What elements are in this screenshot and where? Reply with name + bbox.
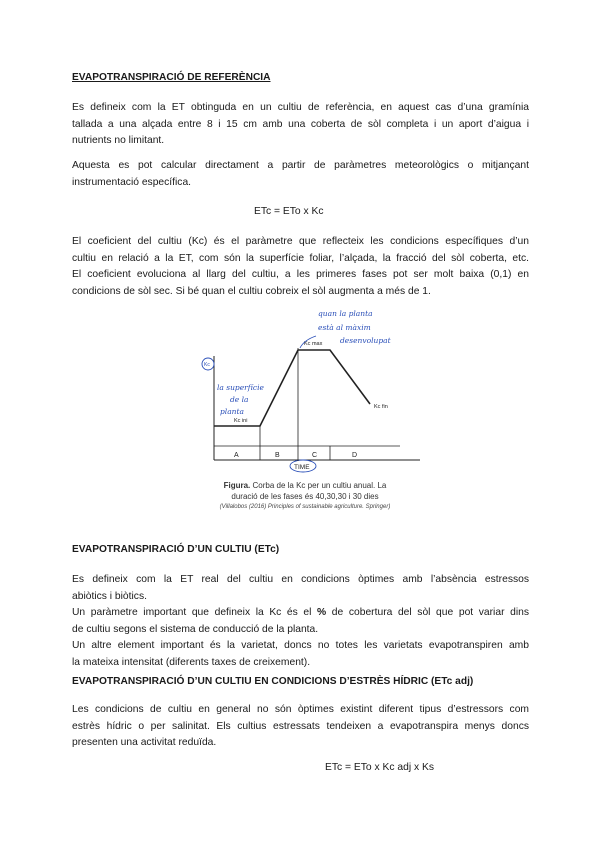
- phase-a-label: A: [234, 452, 239, 459]
- paragraph-kc-coefficient: [72, 234, 529, 300]
- paragraph-crop-et-definition: [72, 572, 529, 671]
- section-title-crop-et: EVAPOTRANSPIRACIÓ D’UN CULTIU (ETc): [72, 544, 280, 555]
- text-line: cultiu en relació a la ET, com són la superfície foliar, l’alçada, la fracció del sòl coberta, etc.: [72, 252, 529, 264]
- figure-caption: [212, 480, 398, 513]
- percent-symbol: %: [317, 607, 327, 618]
- text-line: tallada a una alçada entre 8 i 15 cm amb una coberta de sòl completa i un aport d’aigua i: [72, 118, 529, 130]
- caption-label: Figura.: [223, 481, 251, 490]
- section-title-stress-et: EVAPOTRANSPIRACIÓ D’UN CULTIU EN CONDICIONS D’ESTRÈS HÍDRIC (ETc adj): [72, 676, 474, 687]
- caption-line-2: duració de les fases és 40,30,30 i 30 dies: [231, 492, 379, 501]
- paragraph-reference-definition: [72, 100, 529, 150]
- text-line: condicions de sòl sec. Si bé quan el cultiu cobreix el sòl augmenta a més de 1.: [72, 285, 431, 297]
- phase-c-label: C: [312, 452, 318, 459]
- text-line: presenten una activitat reduïda.: [72, 737, 217, 748]
- text-line: instrumentació específica.: [72, 176, 192, 188]
- text-line: estrès hídric o per salinitat. Els cultius estressats tendeixen a evapotranspira menys doncs: [72, 720, 529, 732]
- paragraph-calculation: [72, 158, 529, 191]
- time-axis-label: TIME: [294, 464, 310, 471]
- text-fragment: de cobertura del sòl que pot variar dins: [326, 607, 529, 618]
- handwritten-line: planta: [220, 407, 244, 416]
- text-line: de cultiu segons el sistema de conducció de la planta.: [72, 623, 319, 635]
- text-line: Un altre element important és la varietat, doncs no totes les varietats evapotranspiren amb: [72, 640, 529, 651]
- section-title-reference-et: EVAPOTRANSPIRACIÓ DE REFERÈNCIA: [72, 72, 271, 83]
- formula-etc: ETc = ETo x Kc: [254, 206, 324, 217]
- text-line: [72, 605, 529, 622]
- text-line: Les condicions de cultiu en general no són òptimes existint diferent tipus d’estressors com: [72, 704, 529, 715]
- text-line: Es defineix com la ET obtinguda en un cultiu de referència, en aquest cas d’una gramínia: [72, 102, 529, 113]
- handwritten-note-left: [217, 383, 265, 416]
- handwritten-line: quan la planta: [318, 309, 373, 318]
- phase-d-label: D: [352, 452, 358, 459]
- text-line: la mateixa intensitat (diferents taxes de creixement).: [72, 656, 311, 668]
- phase-b-label: B: [275, 452, 280, 459]
- formula-etc-adj: ETc = ETo x Kc adj x Ks: [325, 762, 435, 773]
- kc-ini-label: Kc ini: [234, 418, 248, 424]
- kc-fin-label: Kc fin: [374, 404, 388, 410]
- text-line: nutrients no limitant.: [72, 135, 165, 146]
- handwritten-line: de la: [230, 395, 249, 404]
- handwritten-line: la superfície: [217, 383, 264, 392]
- text-line: Aquesta es pot calcular directament a partir de paràmetres meteorològics o mitjançant: [72, 160, 529, 171]
- kc-max-label: Kc max: [304, 341, 323, 347]
- text-line: El coeficient evoluciona al llarg del cultiu, a les primeres fases pot ser molt baixa (0,1) en: [72, 269, 529, 280]
- caption-line-1: [212, 480, 398, 491]
- caption-text: Corba de la Kc per un cultiu anual. La: [252, 481, 387, 490]
- text-line: El coeficient del cultiu (Kc) és el paràmetre que reflecteix les condicions específiques d’un: [72, 236, 529, 247]
- caption-reference: (Villalobos (2016) Principles of sustainable agriculture. Springer): [219, 504, 391, 510]
- kc-curve-diagram: [200, 298, 425, 478]
- handwritten-line: desenvolupat: [340, 336, 391, 345]
- paragraph-stress-conditions: [72, 702, 529, 752]
- text-fragment: Un paràmetre important que defineix la Kc és el: [72, 607, 318, 618]
- text-line: Es defineix com la ET real del cultiu en condicions òptimes amb l’absència estressos: [72, 574, 529, 585]
- text-line: abiòtics i biòtics.: [72, 590, 147, 602]
- y-axis-label: Kc: [204, 362, 210, 368]
- handwritten-line: està al màxim: [318, 323, 371, 332]
- handwritten-note-top: [318, 309, 392, 345]
